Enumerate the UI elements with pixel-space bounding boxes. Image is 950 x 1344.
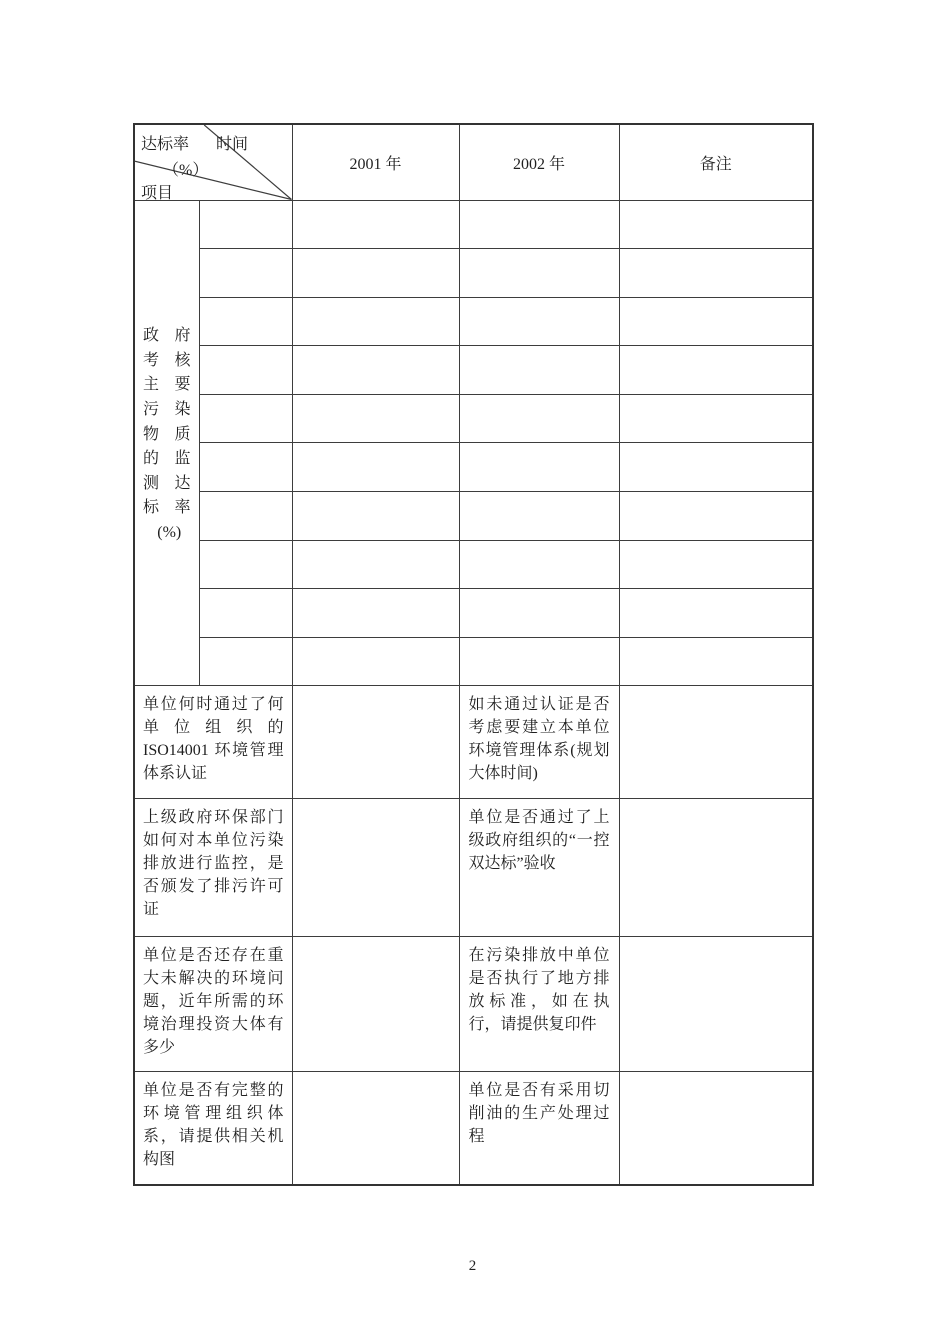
question-left-cell: 单位何时通过了何单位组织的 ISO14001 环境管理体系认证 <box>134 686 292 799</box>
column-header-2001: 2001 年 <box>292 124 459 200</box>
value-2002-cell[interactable] <box>459 589 619 638</box>
row-group-label-line: 的监 <box>143 450 191 468</box>
measurement-row <box>134 346 813 395</box>
value-2001-cell[interactable] <box>292 637 459 686</box>
column-header-note: 备注 <box>619 124 813 200</box>
measurement-row <box>134 637 813 686</box>
answer-left-cell[interactable] <box>292 686 459 799</box>
measurement-row <box>134 297 813 346</box>
question-row <box>134 1072 813 1185</box>
pollutant-name-cell[interactable] <box>199 249 292 298</box>
row-group-label <box>135 324 199 545</box>
diagonal-header-content <box>135 125 292 200</box>
answer-left-cell[interactable] <box>292 799 459 937</box>
question-row <box>134 686 813 799</box>
value-2002-cell[interactable] <box>459 200 619 249</box>
diagonal-header-cell <box>134 124 292 200</box>
answer-note-cell[interactable] <box>619 799 813 937</box>
value-2002-cell[interactable] <box>459 637 619 686</box>
value-2001-cell[interactable] <box>292 492 459 541</box>
corner-label-rate: 达标率 <box>141 136 190 153</box>
row-group-label-line: 主要 <box>143 376 191 394</box>
pollutant-name-cell[interactable] <box>199 492 292 541</box>
pollutant-name-cell[interactable] <box>199 637 292 686</box>
value-2002-cell[interactable] <box>459 297 619 346</box>
answer-note-cell[interactable] <box>619 937 813 1072</box>
note-cell[interactable] <box>619 394 813 443</box>
value-2001-cell[interactable] <box>292 200 459 249</box>
note-cell[interactable] <box>619 297 813 346</box>
question-row <box>134 799 813 937</box>
answer-note-cell[interactable] <box>619 1072 813 1185</box>
row-group-label-line: 测达 <box>143 474 191 492</box>
question-right-cell: 在污染排放中单位是否执行了地方排放标准，如在执行，请提供复印件 <box>459 937 619 1072</box>
note-cell[interactable] <box>619 589 813 638</box>
value-2002-cell[interactable] <box>459 443 619 492</box>
measurement-row <box>134 492 813 541</box>
answer-left-cell[interactable] <box>292 1072 459 1185</box>
pollutant-name-cell[interactable] <box>199 589 292 638</box>
note-cell[interactable] <box>619 249 813 298</box>
pollutant-name-cell[interactable] <box>199 443 292 492</box>
measurement-row <box>134 443 813 492</box>
measurement-row <box>134 249 813 298</box>
pollutant-name-cell[interactable] <box>199 394 292 443</box>
note-cell[interactable] <box>619 540 813 589</box>
value-2002-cell[interactable] <box>459 346 619 395</box>
measurement-row <box>134 394 813 443</box>
corner-label-item: 项目 <box>141 185 174 202</box>
row-group-label-line: 标率 <box>143 499 191 517</box>
table-header-row <box>134 124 813 200</box>
row-group-label-line: 物质 <box>143 425 191 443</box>
question-right-cell: 如未通过认证是否考虑要建立本单位环境管理体系(规划大体时间) <box>459 686 619 799</box>
value-2002-cell[interactable] <box>459 492 619 541</box>
corner-label-time: 时间 <box>216 136 249 153</box>
value-2001-cell[interactable] <box>292 443 459 492</box>
pollutant-name-cell[interactable] <box>199 540 292 589</box>
value-2002-cell[interactable] <box>459 540 619 589</box>
value-2002-cell[interactable] <box>459 249 619 298</box>
value-2001-cell[interactable] <box>292 394 459 443</box>
question-left-cell: 上级政府环保部门如何对本单位污染排放进行监控，是否颁发了排污许可证 <box>134 799 292 937</box>
answer-note-cell[interactable] <box>619 686 813 799</box>
assessment-form-table <box>133 123 814 1186</box>
measurement-row <box>134 589 813 638</box>
measurement-row <box>134 540 813 589</box>
row-group-label-cell <box>134 200 199 686</box>
row-group-label-line: 考核 <box>143 351 191 369</box>
measurement-row <box>134 200 813 249</box>
value-2001-cell[interactable] <box>292 540 459 589</box>
note-cell[interactable] <box>619 443 813 492</box>
value-2001-cell[interactable] <box>292 589 459 638</box>
pollutant-name-cell[interactable] <box>199 297 292 346</box>
pollutant-name-cell[interactable] <box>199 346 292 395</box>
answer-left-cell[interactable] <box>292 937 459 1072</box>
row-group-label-line: 污染 <box>143 401 191 419</box>
question-right-cell: 单位是否通过了上级政府组织的“一控双达标”验收 <box>459 799 619 937</box>
value-2001-cell[interactable] <box>292 249 459 298</box>
question-row <box>134 937 813 1072</box>
column-header-2002: 2002 年 <box>459 124 619 200</box>
question-right-cell: 单位是否有采用切削油的生产处理过程 <box>459 1072 619 1185</box>
note-cell[interactable] <box>619 346 813 395</box>
value-2001-cell[interactable] <box>292 297 459 346</box>
note-cell[interactable] <box>619 637 813 686</box>
row-group-label-line: 政府 <box>143 327 191 345</box>
question-left-cell: 单位是否还存在重大未解决的环境问题，近年所需的环境治理投资大体有多少 <box>134 937 292 1072</box>
row-group-label-line: (%) <box>157 524 182 542</box>
question-left-cell: 单位是否有完整的环境管理组织体系，请提供相关机构图 <box>134 1072 292 1185</box>
corner-label-percent: （%） <box>163 162 209 179</box>
pollutant-name-cell[interactable] <box>199 200 292 249</box>
note-cell[interactable] <box>619 200 813 249</box>
note-cell[interactable] <box>619 492 813 541</box>
page-number: 2 <box>468 1258 477 1274</box>
value-2002-cell[interactable] <box>459 394 619 443</box>
value-2001-cell[interactable] <box>292 346 459 395</box>
